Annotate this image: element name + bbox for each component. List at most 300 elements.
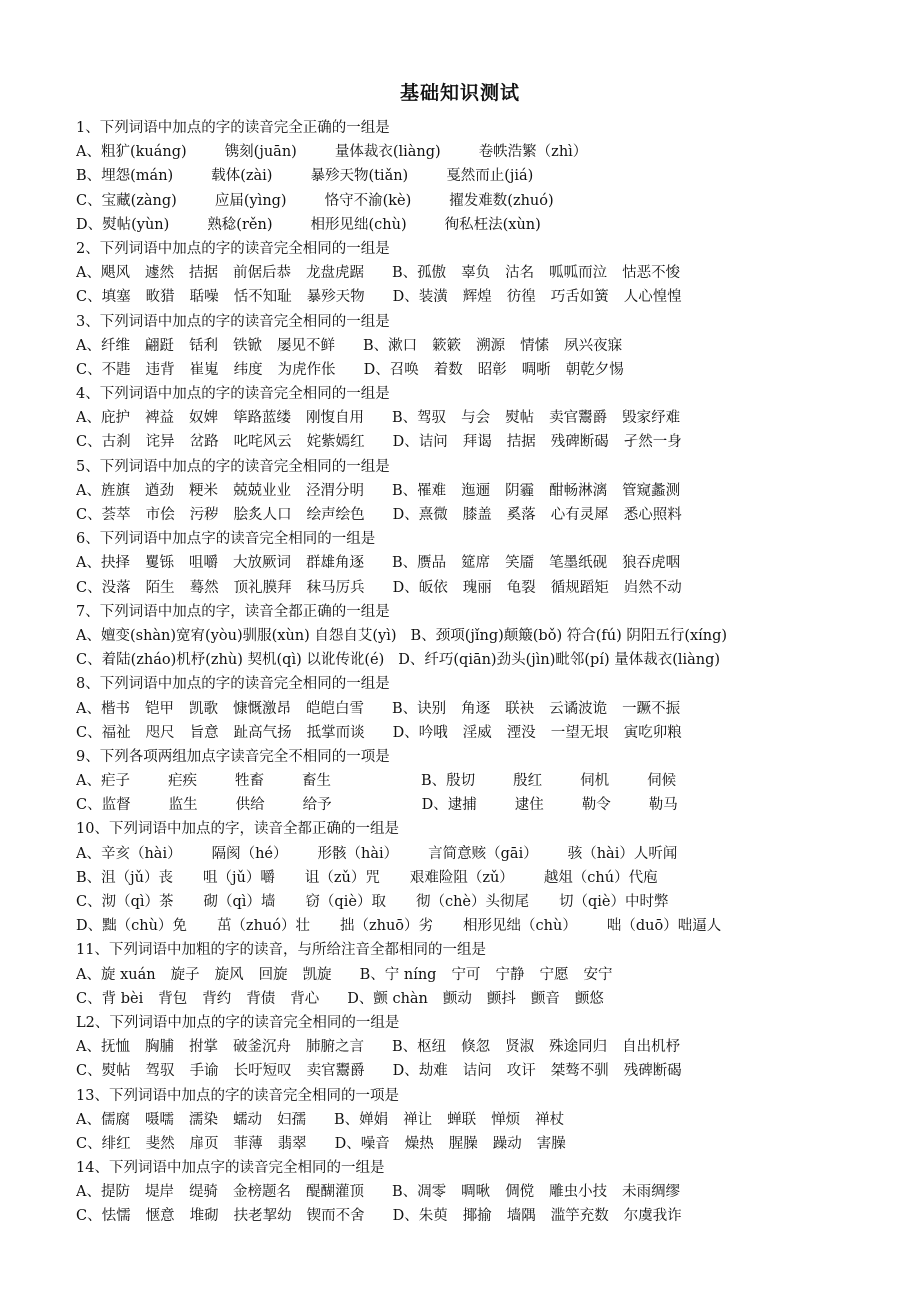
option-term: 躁动 [492, 1135, 522, 1152]
option-term: 颤动 [442, 990, 472, 1007]
option-term: 旨意 [189, 724, 219, 741]
option-row [76, 697, 866, 721]
option-term: 趾高气扬 [233, 724, 292, 741]
option-term: C、福祉 [76, 724, 131, 741]
option-term: 窃（qiè）取 [305, 894, 386, 910]
option-term: 长吁短叹 [233, 1063, 292, 1080]
option-term: 角逐 [461, 700, 491, 717]
option-term: 伺候 [647, 773, 677, 790]
option-term: 淫威 [462, 724, 492, 741]
option-term: A、嬗变(shàn)宽宥(yòu)驯服(xùn) 自怨自艾(yì) [76, 627, 397, 644]
option-term: 牲畜 [234, 773, 264, 790]
option-row [76, 285, 866, 309]
option-row [76, 769, 866, 793]
option-term: 墙隅 [506, 1208, 536, 1225]
option-term: 管窥蠡测 [622, 482, 681, 499]
option-term: 倏忽 [461, 1039, 491, 1056]
option-term: 惬意 [145, 1208, 175, 1225]
option-term: 龟裂 [506, 579, 536, 596]
option-term: B、赝品 [391, 555, 447, 572]
option-row [76, 721, 866, 745]
option-term: 相形见绌(chù) [310, 216, 407, 233]
option-term: C、着陆(zháo)机杼(zhù) 契机(qì) 以讹传讹(é) [76, 652, 385, 669]
option-term: 贤淑 [505, 1039, 535, 1056]
option-row [76, 164, 866, 188]
option-term: 勒马 [648, 797, 678, 814]
option-term: 熟稔(rěn) [207, 216, 273, 233]
option-row [76, 576, 866, 600]
option-term: 悉心照料 [623, 507, 682, 523]
option-term: 肺腑之言 [305, 1039, 364, 1056]
option-term: 驾驭 [145, 1063, 175, 1080]
option-term: 啁啾 [461, 1184, 491, 1201]
option-term: 颤抖 [486, 990, 516, 1007]
option-term: B、埋怨(mán) [76, 168, 174, 185]
option-term: 害臊 [536, 1135, 566, 1152]
option-term: 着数 [433, 361, 463, 378]
option-term: D、熨帖(yùn) [76, 216, 170, 233]
option-term: C、荟萃 [76, 507, 131, 523]
option-row [76, 842, 866, 866]
option-term: A、提防 [76, 1184, 130, 1201]
option-row [76, 479, 866, 503]
option-term: D、纤巧(qiān)劲头(jìn)毗邻(pí) 量体裁衣(liàng) [398, 652, 721, 669]
option-term: 疟疾 [167, 773, 197, 790]
option-term: 菲薄 [233, 1135, 263, 1152]
option-term: 濡染 [188, 1111, 218, 1128]
option-term: 胸脯 [144, 1039, 174, 1056]
option-term: 戛然而止(jiá) [446, 168, 534, 185]
option-term: 龙盘虎踞 [305, 265, 364, 282]
option-term: 诅（zǔ）咒 [304, 869, 380, 886]
option-row [76, 1035, 866, 1059]
option-term: 颤悠 [574, 990, 604, 1007]
option-term: A、抚恤 [76, 1039, 130, 1056]
option-term: 大放厥词 [232, 555, 291, 572]
option-term: 畋猎 [145, 289, 175, 306]
option-term: 暴殄天物 [306, 289, 365, 306]
option-term: 卖官鬻爵 [549, 410, 608, 427]
option-term: 奚落 [506, 507, 536, 523]
option-term: D、逮捕 [421, 797, 477, 814]
option-term: D、皈依 [392, 579, 448, 596]
option-term: 卖官鬻爵 [306, 1063, 365, 1080]
option-term: 镌刻(juān) [224, 144, 297, 161]
option-row [76, 358, 866, 382]
question-list [76, 116, 866, 1229]
question-stem: 10、下列词语中加点的字，读音全都正确的一组是 [76, 821, 399, 838]
option-term: 脍炙人口 [233, 507, 292, 523]
option-row [76, 987, 866, 1011]
option-term: C、监督 [76, 797, 131, 814]
option-row [76, 503, 866, 527]
option-term: 背心 [290, 990, 320, 1007]
option-term: A、疟子 [76, 773, 130, 790]
option-term: 切（qiè）中时弊 [559, 894, 669, 910]
option-row [76, 793, 866, 817]
option-term: 叱咤风云 [233, 434, 292, 451]
option-term: 寅吃卯粮 [623, 724, 682, 741]
option-term: 群雄角逐 [305, 555, 364, 572]
option-term: 毁家纾难 [622, 410, 681, 427]
option-term: 凯旋 [302, 966, 332, 983]
option-term: 人心惶惶 [623, 289, 682, 306]
option-term: 兢兢业业 [232, 482, 291, 499]
option-row [76, 140, 866, 164]
option-term: C、填塞 [76, 289, 131, 306]
option-term: 拮据 [188, 265, 218, 282]
option-term: 熨帖 [505, 410, 535, 427]
option-term: D、颤 chàn [347, 990, 428, 1007]
option-term: A、飓风 [76, 265, 130, 282]
option-row [76, 334, 866, 358]
option-term: 湮没 [506, 724, 536, 741]
option-term: 心有灵犀 [550, 507, 609, 523]
option-term: 醍醐灌顶 [305, 1184, 364, 1201]
option-term: 恬不知耻 [233, 289, 292, 306]
option-term: 刚愎自用 [305, 410, 364, 427]
option-term: 情愫 [520, 337, 550, 354]
option-term: 市侩 [145, 507, 175, 523]
option-term: 蓦然 [189, 579, 219, 596]
option-term: 彻（chè）头彻尾 [415, 894, 529, 910]
option-term: 未雨绸缪 [622, 1184, 681, 1201]
option-term: 残碑断碣 [623, 1063, 682, 1080]
option-term: 应届(yìng) [214, 192, 287, 209]
option-term: 安宁 [583, 966, 613, 983]
option-term: 逮住 [514, 797, 544, 814]
option-term: D、吟哦 [392, 724, 448, 741]
option-term: 凯歌 [188, 700, 218, 717]
option-term: 给予 [302, 797, 332, 814]
option-term: D、召唤 [363, 361, 419, 378]
option-term: 宁静 [495, 966, 525, 983]
option-row [76, 624, 866, 648]
option-term: 瑰丽 [462, 579, 492, 596]
option-term: B、孤傲 [391, 265, 447, 282]
option-term: B、婵娟 [333, 1111, 389, 1128]
option-term: 拮据 [506, 434, 536, 451]
option-term: 咀嚼 [188, 555, 218, 572]
option-term: 溯源 [476, 337, 506, 354]
option-term: 聒噪 [189, 289, 219, 306]
option-term: 越俎（chú）代庖 [543, 869, 658, 886]
option-term: 孑然一身 [623, 434, 682, 451]
option-term: 斐然 [145, 1135, 175, 1152]
option-row [76, 1108, 866, 1132]
option-term: 嗫嚅 [144, 1111, 174, 1128]
option-term: 笑靥 [505, 555, 535, 572]
option-term: 铠甲 [144, 700, 174, 717]
option-term: 滥竽充数 [550, 1208, 609, 1225]
option-term: 背约 [202, 990, 232, 1007]
option-term: 相形见绌（chù） [463, 918, 577, 935]
option-term: 崔嵬 [189, 361, 219, 378]
option-term: A、旌旗 [76, 482, 130, 499]
option-term: D、诘问 [392, 434, 448, 451]
option-term: A、庇护 [76, 410, 130, 427]
option-term: 裨益 [144, 410, 174, 427]
option-term: 尔虞我诈 [623, 1208, 682, 1225]
option-term: 啁哳 [521, 361, 551, 378]
option-term: 循规蹈矩 [550, 579, 609, 596]
option-term: 惮烦 [491, 1111, 521, 1128]
option-term: D、装潢 [392, 289, 448, 306]
option-row [76, 551, 866, 575]
question-stem: 13、下列词语中加点的字的读音完全相同的一项是 [76, 1087, 399, 1104]
question-stem: 5、下列词语中加点的字的读音完全相同的一组是 [76, 458, 390, 475]
option-term: 拙（zhuō）劣 [339, 918, 434, 935]
option-term: 攻讦 [506, 1063, 536, 1080]
option-term: 残碑断碣 [550, 434, 609, 451]
option-term: 锲而不舍 [306, 1208, 365, 1225]
option-term: 迤逦 [461, 482, 491, 499]
question-stem: 11、下列词语中加粗的字的读音，与所给注音全都相同的一组是 [76, 942, 486, 959]
option-term: D、熹微 [392, 507, 448, 523]
option-term: 咀（jǔ）嚼 [203, 869, 275, 886]
option-term: 拊掌 [188, 1039, 218, 1056]
option-term: 一蹶不振 [622, 700, 681, 717]
option-term: 为虎作伥 [277, 361, 336, 378]
option-term: 一望无垠 [550, 724, 609, 741]
option-term: B、颈项(jǐng)颠簸(bǒ) 符合(fú) 阴阳五行(xíng) [410, 627, 728, 644]
option-term: D、劫难 [392, 1063, 448, 1080]
option-term: 禅杖 [535, 1111, 565, 1128]
option-term: 陌生 [145, 579, 175, 596]
option-term: 呱呱而泣 [549, 265, 608, 282]
option-row [76, 406, 866, 430]
option-term: 燥热 [404, 1135, 434, 1152]
option-term: 回旋 [258, 966, 288, 983]
option-term: B、殷切 [420, 773, 476, 790]
option-row [76, 1132, 866, 1156]
option-term: 秣马厉兵 [306, 579, 365, 596]
option-row [76, 914, 866, 938]
option-term: 畜生 [301, 773, 331, 790]
option-term: 载体(zài) [211, 168, 273, 185]
option-term: C、绯红 [76, 1135, 131, 1152]
option-term: 夙兴夜寐 [564, 337, 623, 354]
option-term: 伺机 [580, 773, 610, 790]
option-term: 岿然不动 [623, 579, 682, 596]
option-term: 颤音 [530, 990, 560, 1007]
option-term: 簌簌 [432, 337, 462, 354]
option-term: 怙恶不悛 [622, 265, 681, 282]
question-stem: 9、下列各项两组加点字读音完全不相同的一项是 [76, 748, 390, 765]
option-term: D、噪音 [334, 1135, 390, 1152]
option-term: A、抉择 [76, 555, 130, 572]
option-term: 膝盖 [462, 507, 492, 523]
option-term: 奴婢 [188, 410, 218, 427]
option-term: 污秽 [189, 507, 219, 523]
option-term: A、儒腐 [76, 1111, 130, 1128]
option-term: 诘问 [462, 1063, 492, 1080]
option-term: 筵席 [461, 555, 491, 572]
option-term: A、旋 xuán [76, 966, 156, 983]
option-term: 堤岸 [144, 1184, 174, 1201]
option-row [76, 261, 866, 285]
option-term: 铦利 [188, 337, 218, 354]
option-term: 阴霾 [505, 482, 535, 499]
option-term: 禅让 [403, 1111, 433, 1128]
option-term: 卷帙浩繁（zhì） [478, 144, 588, 161]
option-term: 腥臊 [448, 1135, 478, 1152]
option-term: 倜傥 [505, 1184, 535, 1201]
option-term: 骇（hài）人听闻 [567, 845, 678, 862]
option-term: B、宁 níng [359, 966, 437, 983]
option-term: 酣畅淋漓 [549, 482, 608, 499]
option-term: 云谲波诡 [549, 700, 608, 717]
option-term: 砌（qì）墙 [203, 894, 276, 910]
option-term: 背包 [158, 990, 188, 1007]
option-term: 蝉联 [447, 1111, 477, 1128]
option-term: 泾渭分明 [305, 482, 364, 499]
option-term: 诧异 [145, 434, 175, 451]
option-term: C、沏（qì）茶 [76, 894, 174, 910]
option-term: 殷红 [513, 773, 543, 790]
option-term: 隔阂（hé） [211, 845, 288, 862]
option-term: 翡翠 [277, 1135, 307, 1152]
option-term: 翩跹 [144, 337, 174, 354]
option-term: 雕虫小技 [549, 1184, 608, 1201]
option-term: 擢发难数(zhuó) [449, 192, 554, 209]
option-term: C、宝藏(zàng) [76, 192, 177, 209]
option-term: 狼吞虎咽 [622, 555, 681, 572]
option-term: 笔墨纸砚 [549, 555, 608, 572]
option-term: 拜谒 [462, 434, 492, 451]
option-row [76, 963, 866, 987]
option-row [76, 1204, 866, 1228]
option-term: 顶礼膜拜 [233, 579, 292, 596]
option-term: B、诀别 [391, 700, 447, 717]
option-term: 矍铄 [144, 555, 174, 572]
option-term: 绘声绘色 [306, 507, 365, 523]
option-term: 宁愿 [539, 966, 569, 983]
option-term: 监生 [168, 797, 198, 814]
option-term: A、纤维 [76, 337, 130, 354]
option-term: A、粗犷(kuáng) [76, 144, 187, 161]
option-term: A、楷书 [76, 700, 130, 717]
option-term: 蠕动 [232, 1111, 262, 1128]
option-row [76, 430, 866, 454]
question-stem: 4、下列词语中加点的字的读音完全相同的一组是 [76, 386, 390, 403]
option-term: 扉页 [189, 1135, 219, 1152]
option-term: 旋风 [214, 966, 244, 983]
option-row [76, 890, 866, 914]
option-term: B、罹难 [391, 482, 447, 499]
option-term: 彷徨 [506, 289, 536, 306]
option-term: D、黜（chù）免 [76, 918, 187, 935]
option-term: A、辛亥（hài） [76, 845, 182, 862]
option-term: 自出机杼 [622, 1039, 681, 1056]
option-term: C、怯懦 [76, 1208, 131, 1225]
option-term: 殊途同归 [549, 1039, 608, 1056]
option-term: C、熨帖 [76, 1063, 131, 1080]
option-term: B、枢纽 [391, 1039, 447, 1056]
option-row [76, 866, 866, 890]
question-stem: 8、下列词语中加点的字的读音完全相同的一组是 [76, 676, 390, 693]
option-term: C、背 bèi [76, 990, 144, 1007]
option-term: 徇私枉法(xùn) [444, 216, 541, 233]
option-term: 旋子 [170, 966, 200, 983]
question-stem: 2、下列词语中加点的字的读音完全相同的一组是 [76, 240, 390, 257]
option-term: 辉煌 [462, 289, 492, 306]
option-term: D、朱萸 [392, 1208, 448, 1225]
option-term: 咫尺 [145, 724, 175, 741]
option-row [76, 213, 866, 237]
option-term: 违背 [145, 361, 175, 378]
option-term: 背债 [246, 990, 276, 1007]
option-term: B、凋零 [391, 1184, 447, 1201]
option-term: 言简意赅（gāi） [428, 845, 538, 862]
option-term: 艰难险阻（zǔ） [409, 869, 514, 886]
option-term: 妇孺 [276, 1111, 306, 1128]
option-term: 堆砌 [189, 1208, 219, 1225]
page-title: 基础知识测试 [399, 82, 520, 104]
option-term: C、没落 [76, 579, 131, 596]
option-term: B、沮（jǔ）丧 [76, 869, 173, 886]
option-term: 勒令 [581, 797, 611, 814]
option-term: B、漱口 [362, 337, 418, 354]
option-term: 皑皑白雪 [305, 700, 364, 717]
option-term: 联袂 [505, 700, 535, 717]
option-term: 咄（duō）咄逼人 [606, 918, 722, 935]
question-stem: 7、下列词语中加点的字，读音全都正确的一组是 [76, 603, 390, 620]
option-term: C、古刹 [76, 434, 131, 451]
option-term: 揶揄 [462, 1208, 492, 1225]
option-term: 形骸（hài） [317, 845, 399, 862]
option-term: B、驾驭 [391, 410, 447, 427]
option-term: 巧舌如簧 [550, 289, 609, 306]
option-term: 屡见不鲜 [276, 337, 335, 354]
question-stem: 1、下列词语中加点的字的读音完全正确的一组是 [76, 120, 390, 136]
option-term: 前倨后恭 [232, 265, 291, 282]
question-stem: 3、下列词语中加点的字的读音完全相同的一组是 [76, 313, 390, 330]
option-term: 供给 [235, 797, 265, 814]
option-term: 沽名 [505, 265, 535, 282]
option-term: 铁锨 [232, 337, 262, 354]
option-term: 扶老挈幼 [233, 1208, 292, 1225]
option-term: 纬度 [233, 361, 263, 378]
option-term: 岔路 [189, 434, 219, 451]
option-term: 与会 [461, 410, 491, 427]
option-term: 遒劲 [144, 482, 174, 499]
option-term: 辜负 [461, 265, 491, 282]
question-stem: L2、下列词语中加点的字的读音完全相同的一组是 [76, 1014, 400, 1031]
option-term: 慷慨激昂 [232, 700, 291, 717]
option-term: 桀骜不驯 [550, 1063, 609, 1080]
question-stem: 14、下列词语中加点字的读音完全相同的一组是 [76, 1160, 385, 1177]
option-term: 姹紫嫣红 [306, 434, 365, 451]
option-term: 昭彰 [477, 361, 507, 378]
option-row [76, 648, 866, 672]
option-term: 粳米 [188, 482, 218, 499]
option-term: 手谕 [189, 1063, 219, 1080]
option-term: 遽然 [144, 265, 174, 282]
option-term: 量体裁衣(liàng) [334, 144, 441, 161]
option-term: 破釜沉舟 [232, 1039, 291, 1056]
option-row [76, 189, 866, 213]
option-term: 筚路蓝缕 [232, 410, 291, 427]
option-term: 恪守不渝(kè) [324, 192, 412, 209]
option-term: 茁（zhuó）壮 [216, 918, 310, 935]
option-term: 缇骑 [188, 1184, 218, 1201]
option-row [76, 1059, 866, 1083]
question-stem: 6、下列词语中加点字的读音完全相同的一组是 [76, 531, 376, 548]
option-term: 金榜题名 [232, 1184, 291, 1201]
option-term: 抵掌而谈 [306, 724, 365, 741]
option-term: C、不韪 [76, 361, 131, 378]
